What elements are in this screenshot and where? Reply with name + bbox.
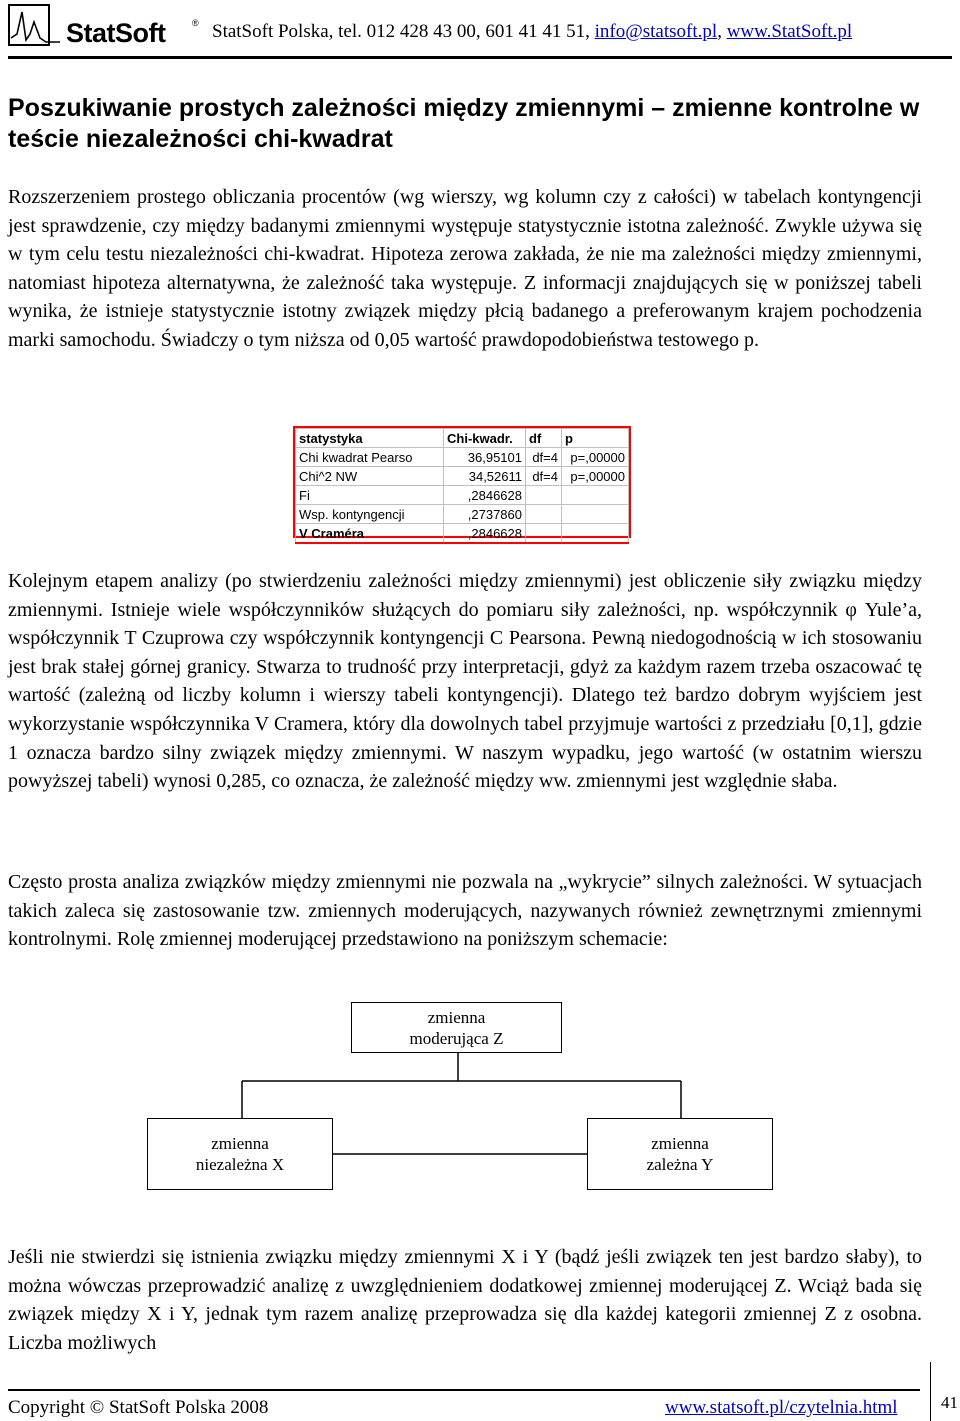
contact-separator: ,: [717, 21, 727, 42]
table-row: [296, 505, 629, 524]
page-number: 41: [941, 1393, 958, 1412]
header-divider: [8, 56, 952, 59]
statsoft-logo[interactable]: [8, 4, 199, 48]
p-value: p=,00000: [562, 448, 629, 467]
p-value: p=,00000: [562, 467, 629, 486]
table-header-row: [296, 429, 629, 448]
header-cell: df: [526, 429, 562, 448]
df-value: df=4: [526, 467, 562, 486]
header-cell: Chi-kwadr.: [444, 429, 526, 448]
df-value: df=4: [526, 448, 562, 467]
chi-square-results-table: [293, 426, 631, 541]
statistic-value: 36,95101: [444, 448, 526, 467]
statistic-value: ,2737860: [444, 505, 526, 524]
contact-phone-text: StatSoft Polska, tel. 012 428 43 00, 601 41 41 51,: [212, 21, 595, 42]
table-row-highlighted: [296, 524, 629, 544]
registered-mark: ®: [192, 18, 199, 28]
table-row: [296, 486, 629, 505]
moderator-variable-diagram: [0, 990, 960, 1210]
statistic-name: Fi: [296, 486, 444, 505]
table-row: [296, 467, 629, 486]
statistic-name: Chi^2 NW: [296, 467, 444, 486]
header-contact: [212, 21, 852, 43]
p-value: [562, 486, 629, 505]
footer-divider: [8, 1389, 920, 1391]
p-value: [562, 524, 629, 544]
footer-copyright: Copyright © StatSoft Polska 2008: [8, 1397, 269, 1418]
paragraph-intro: Rozszerzeniem prostego obliczania procentów (wg wierszy, wg kolumn czy z całości) w tabelach kontyngencji jest sprawdzenie, czy między badanymi zmiennymi występuje statystycznie istotna zależność. Zwykle używa się w tym celu testu niezależności chi-kwadrat. Hipoteza zerowa zakłada, że nie ma zależności między zmiennymi, natomiast hipoteza alternatywna, że zależność taka występuje. Z informacji znajdujących się w poniższej tabeli wynika, że istnieje statystycznie istotny związek między płcią badanego a preferowanym krajem pochodzenia marki samochodu. Świadczy o tym niższa od 0,05 wartość prawdopodobieństwa testowego p.: [8, 186, 922, 351]
page-number-divider: [930, 1362, 931, 1421]
statistic-name: V Craméra: [296, 524, 444, 544]
paragraph-moderator-intro: Często prosta analiza związków między zmiennymi nie pozwala na „wykrycie” silnych zależności. W sytuacjach takich zaleca się zastosowanie tzw. zmiennych moderujących, nazywanych również zewnętrznymi zmiennymi kontrolnymi. Rolę zmiennej moderującej przedstawiono na poniższym schemacie:: [8, 871, 922, 951]
logo-text: StatSoft: [66, 18, 166, 48]
footer-reading-room-link[interactable]: www.statsoft.pl/czytelnia.html: [665, 1397, 898, 1418]
p-value: [562, 505, 629, 524]
df-value: [526, 486, 562, 505]
dependent-variable-box: zmienna zależna Y: [587, 1118, 773, 1190]
independent-variable-box: zmienna niezależna X: [147, 1118, 333, 1190]
df-value: [526, 505, 562, 524]
statistic-value: ,2846628: [444, 486, 526, 505]
statistic-name: Chi kwadrat Pearso: [296, 448, 444, 467]
article-title: Poszukiwanie prostych zależności między zmiennymi – zmienne kontrolne w teście niezależności chi-kwadrat: [8, 94, 920, 153]
statistic-value: 34,52611: [444, 467, 526, 486]
statistic-value: ,2846628: [444, 524, 526, 544]
paragraph-association-strength: Kolejnym etapem analizy (po stwierdzeniu zależności między zmiennymi) jest obliczenie siły związku między zmiennymi. Istnieje wiele współczynników służących do pomiaru siły zależności, np. współczynnik φ Yule’a, współczynnik T Czuprowa czy współczynnik kontyngencji C Pearsona. Pewną niedogodnością w ich stosowaniu jest brak stałej górnej granicy. Stwarza to trudność przy interpretacji, gdyż za każdym razem trzeba oszacować tę wartość (zależną od liczby kolumn i wierszy tabeli kontyngencji). Dlatego też bardzo dobrym wyjściem jest wykorzystanie współczynnika V Cramera, który dla dowolnych tabel przyjmuje wartości z przedziału [0,1], gdzie 1 oznacza bardzo silny związek między zmiennymi. W naszym wypadku, jego wartość (w ostatnim wierszu powyższej tabeli) wynosi 0,285, co oznacza, że zależność między ww. zmiennymi jest względnie słaba.: [8, 570, 922, 793]
moderator-variable-box: zmienna moderująca Z: [351, 1002, 562, 1053]
email-link[interactable]: info@statsoft.pl: [594, 21, 718, 42]
header-cell: p: [562, 429, 629, 448]
chart-logo-icon: [8, 4, 64, 46]
statistic-name: Wsp. kontyngencji: [296, 505, 444, 524]
header-cell: statystyka: [296, 429, 444, 448]
website-link[interactable]: www.StatSoft.pl: [726, 21, 853, 42]
df-value: [526, 524, 562, 544]
page-header: [0, 0, 960, 50]
paragraph-moderator-analysis: Jeśli nie stwierdzi się istnienia związku między zmiennymi X i Y (bądź jeśli związek ten jest bardzo słaby), to można wówczas przeprowadzić analizę z uwzględnieniem dodatkowej zmiennej moderującej Z. Wciąż bada się związek między X i Y, jednak tym razem analizę przeprowadza się dla każdej kategorii zmiennej Z z osobna. Liczba możliwych: [8, 1246, 922, 1354]
table-row: [296, 448, 629, 467]
